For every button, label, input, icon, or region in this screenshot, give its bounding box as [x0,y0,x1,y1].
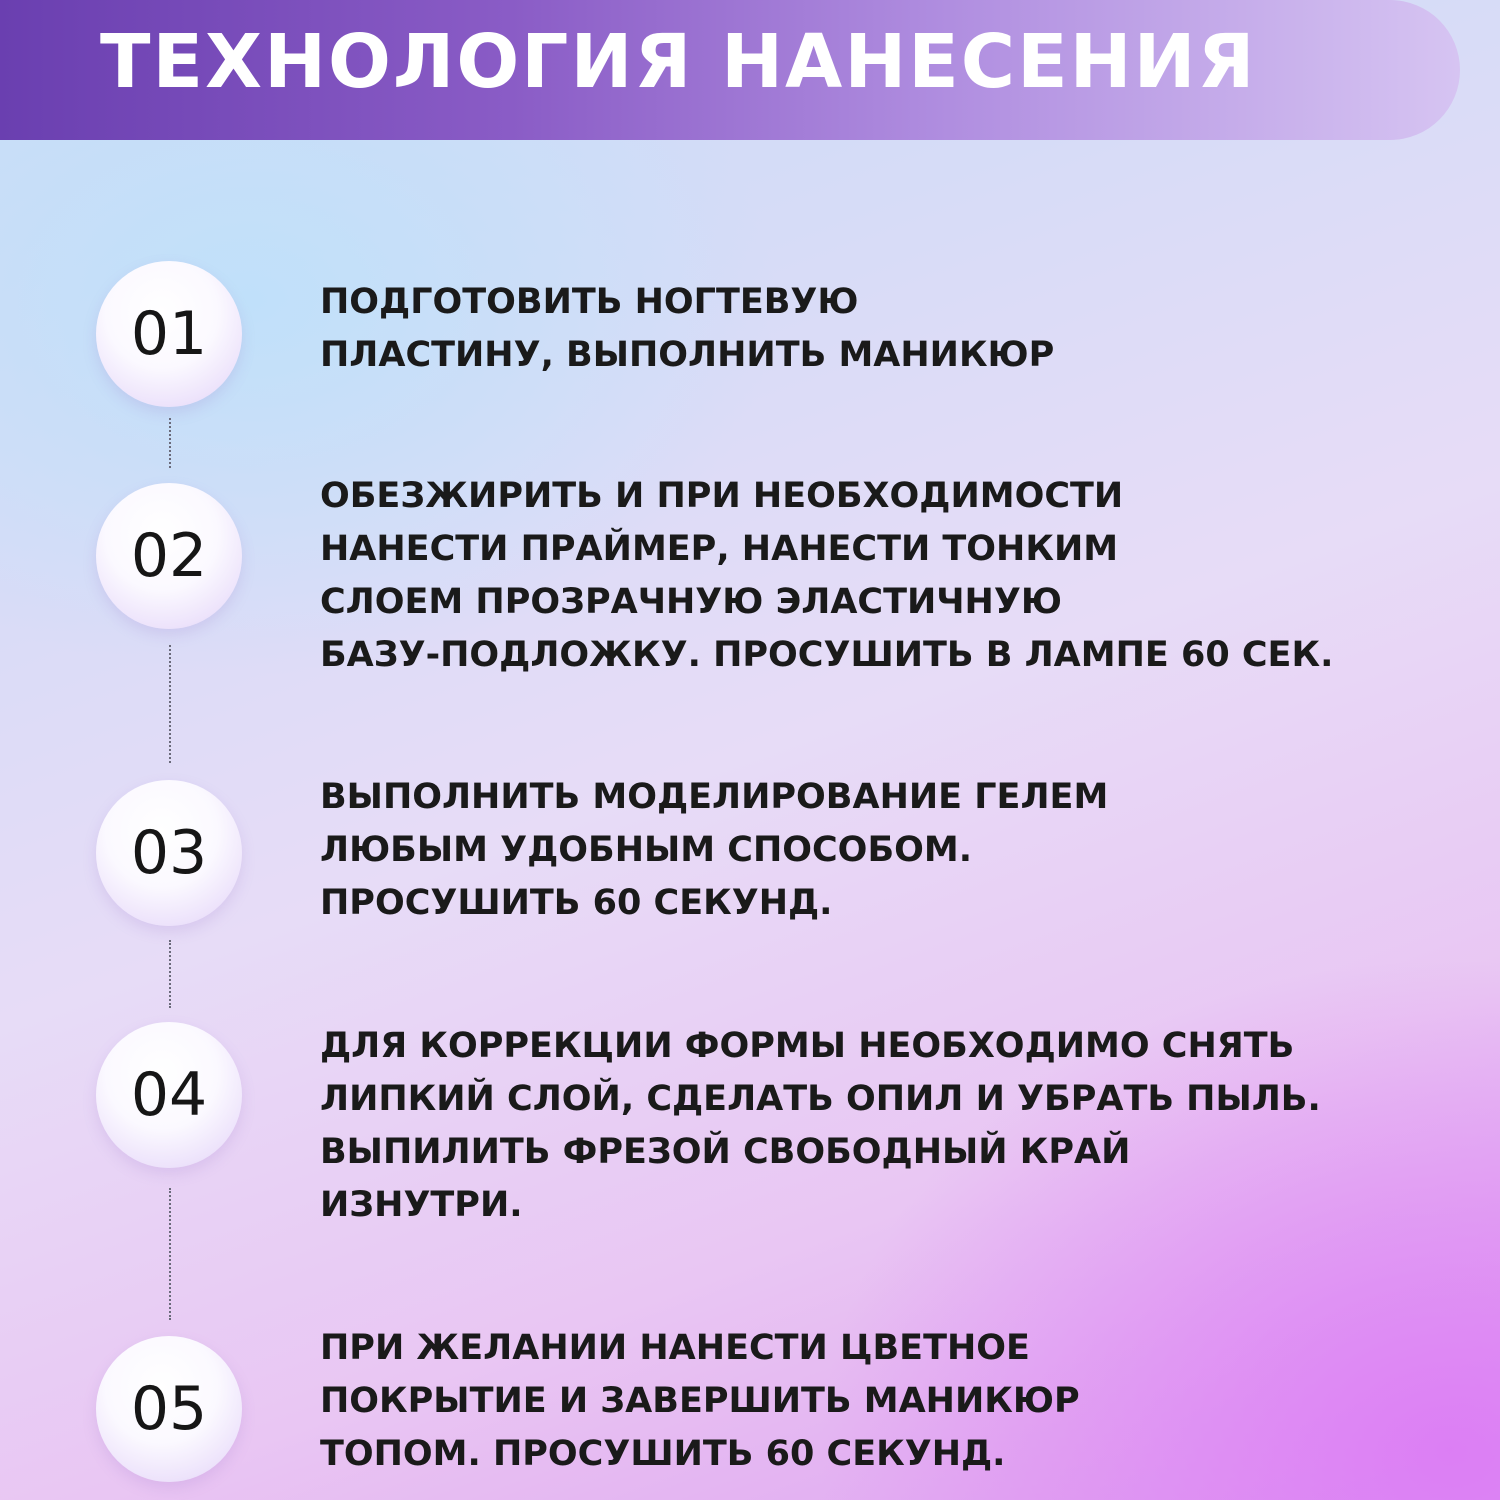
step-text: ПОДГОТОВИТЬ НОГТЕВУЮ ПЛАСТИНУ, ВЫПОЛНИТЬ МАНИКЮР [320,282,1055,375]
step-number-circle [96,780,242,926]
step-number-circle [96,483,242,629]
step-connector [169,645,171,763]
step-connector [169,418,171,468]
step-number-circle [96,261,242,407]
step-number-circle [96,1336,242,1482]
step-text: ПРИ ЖЕЛАНИИ НАНЕСТИ ЦВЕТНОЕ ПОКРЫТИЕ И ЗАВЕРШИТЬ МАНИКЮР ТОПОМ. ПРОСУШИТЬ 60 СЕКУНД. [320,1328,1080,1474]
step-text: ОБЕЗЖИРИТЬ И ПРИ НЕОБХОДИМОСТИ НАНЕСТИ ПРАЙМЕР, НАНЕСТИ ТОНКИМ СЛОЕМ ПРОЗРАЧНУЮ ЭЛАСТИЧНУЮ БАЗУ-ПОДЛОЖКУ. ПРОСУШИТЬ В ЛАМПЕ 60 СЕК. [320,476,1334,675]
step-number: 05 [130,1374,208,1444]
step-number: 03 [130,818,208,888]
step-text: ДЛЯ КОРРЕКЦИИ ФОРМЫ НЕОБХОДИМО СНЯТЬ ЛИПКИЙ СЛОЙ, СДЕЛАТЬ ОПИЛ И УБРАТЬ ПЫЛЬ. ВЫПИЛИТЬ ФРЕЗОЙ СВОБОДНЫЙ КРАЙ ИЗНУТРИ. [320,1026,1321,1225]
step-connector [169,1188,171,1320]
step-number-circle [96,1022,242,1168]
step-number: 04 [130,1060,208,1130]
step-number: 01 [130,299,208,369]
header-banner [0,0,1460,140]
step-number: 02 [130,521,208,591]
step-text: ВЫПОЛНИТЬ МОДЕЛИРОВАНИЕ ГЕЛЕМ ЛЮБЫМ УДОБНЫМ СПОСОБОМ. ПРОСУШИТЬ 60 СЕКУНД. [320,777,1109,923]
page-title: ТЕХНОЛОГИЯ НАНЕСЕНИЯ [100,19,1257,105]
step-connector [169,940,171,1008]
